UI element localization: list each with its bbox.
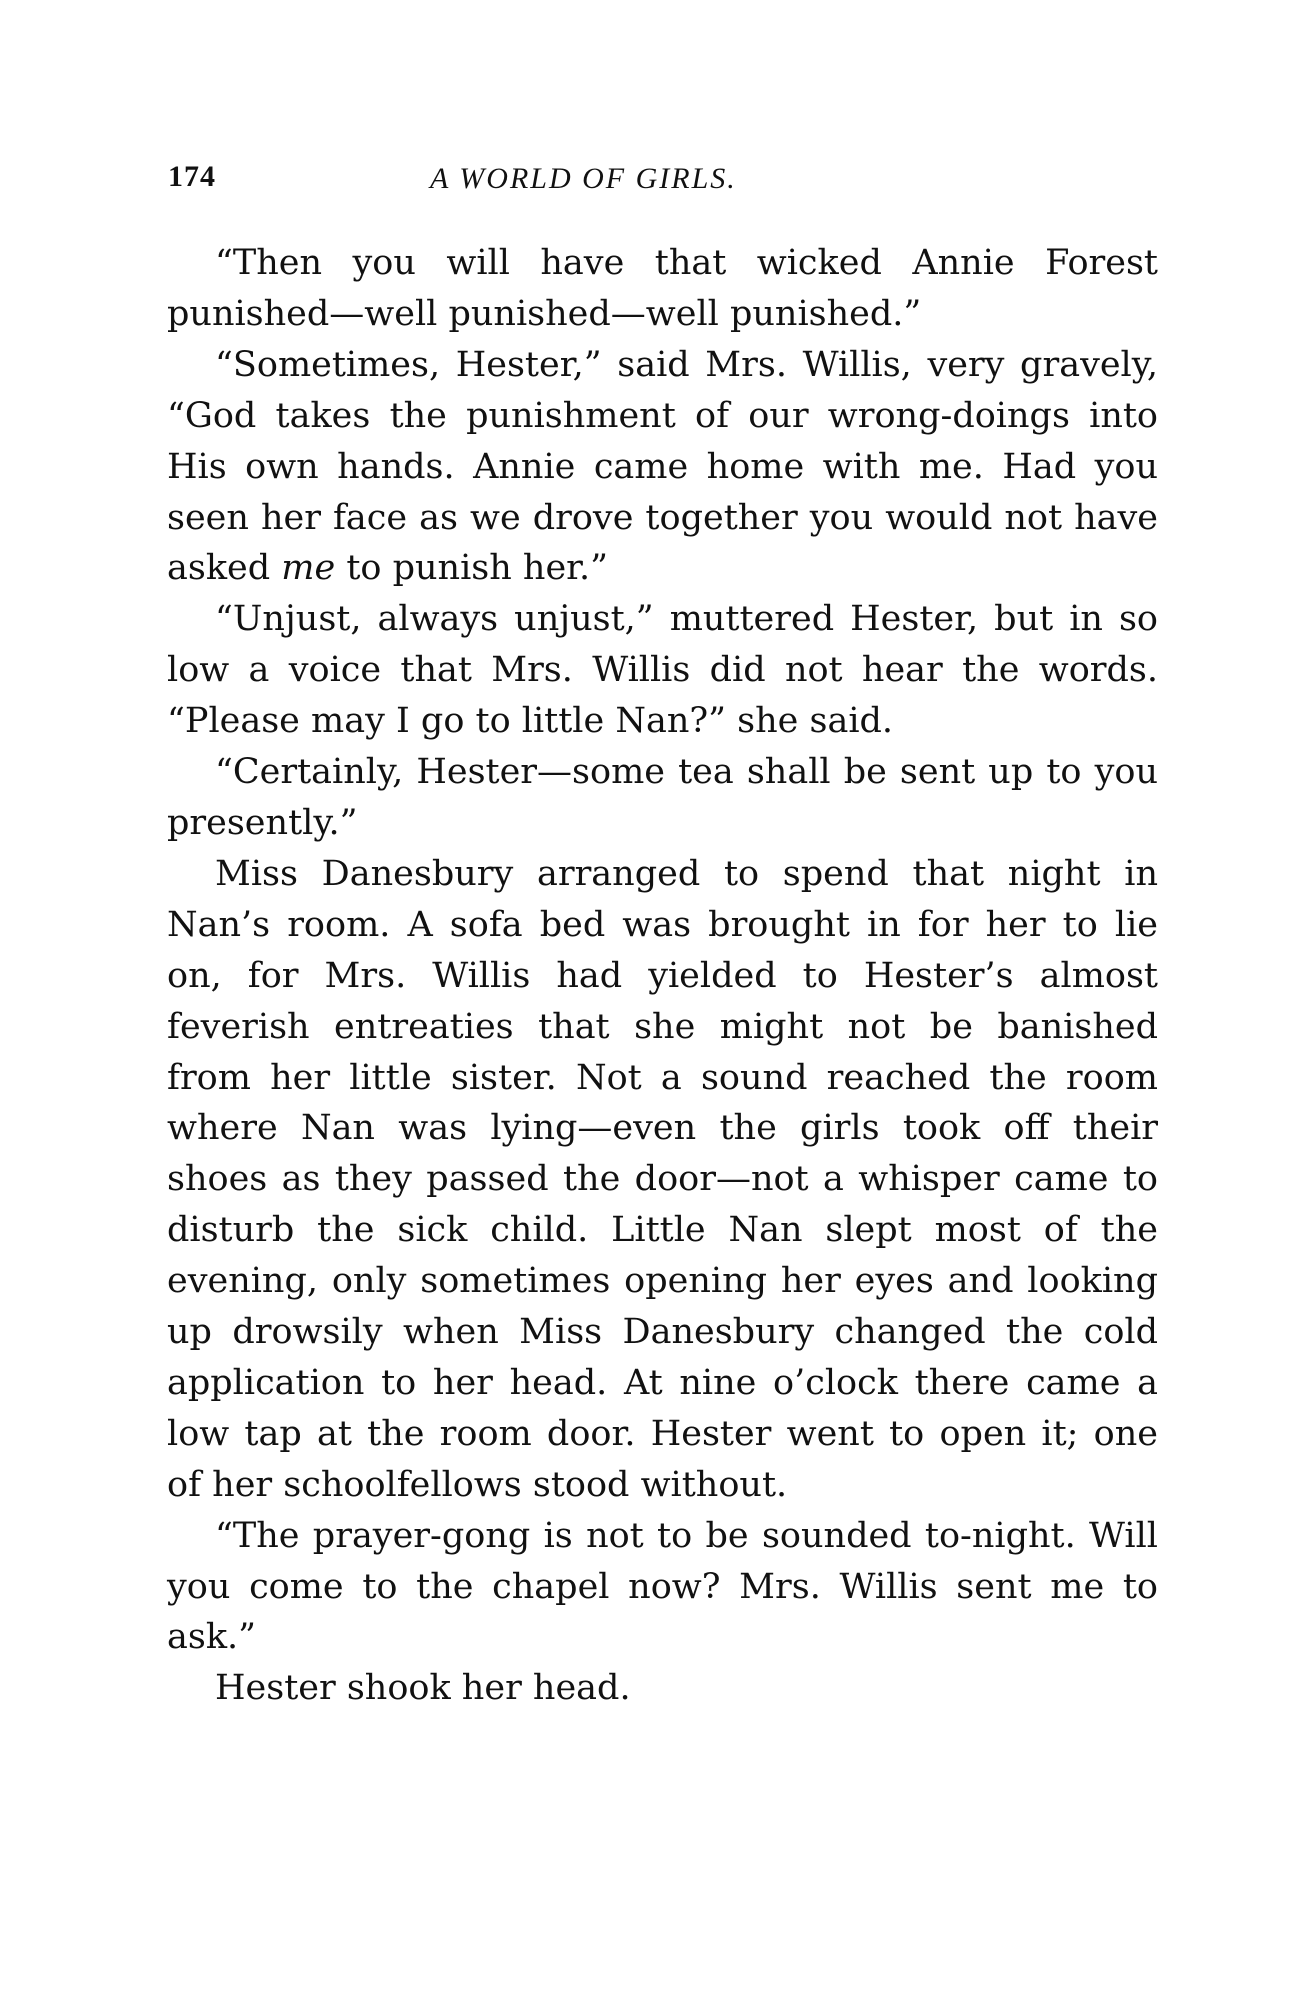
paragraph-1: “Then you will have that wicked Annie Forest punished—well punished—well punished.”: [167, 243, 1158, 334]
paragraph-2-emphasis: me: [281, 548, 336, 589]
paragraph-4: “Certainly, Hester—some tea shall be sent up to you presently.”: [167, 752, 1158, 843]
paragraph-2-text: “Sometimes, Hester,” said Mrs. Willis, very gravely, “God takes the punishment of our wrong-doings into His own hands. Annie came home with me. Had you seen her face as we drove together you would not have asked: [167, 344, 1158, 589]
paragraph-5: Miss Danesbury arranged to spend that night in Nan’s room. A sofa bed was brought in for her to lie on, for Mrs. Willis had yielded to Hester’s almost feverish entreaties that she might not be banished from her little sister. Not a sound reached the room where Nan was lying—even the girls took off their shoes as they passed the door—not a whisper came to disturb the sick child. Little Nan slept most of the evening, only sometimes opening her eyes and looking up drowsily when Miss Danesbury changed the cold application to her head. At nine o’clock there came a low tap at the room door. Hester went to open it; one of her schoolfellows stood without.: [167, 853, 1158, 1505]
paragraph-6: “The prayer-gong is not to be sounded to-night. Will you come to the chapel now? Mrs. Willis sent me to ask.”: [167, 1515, 1158, 1658]
page-header: [168, 160, 1158, 204]
body-text: [167, 238, 1158, 1714]
paragraph-3: “Unjust, always unjust,” muttered Hester, but in so low a voice that Mrs. Willis did not hear the words. “Please may I go to little Nan?” she said.: [167, 599, 1158, 742]
page-number: 174: [168, 160, 216, 193]
paragraph-2: [167, 340, 1158, 595]
paragraph-2-tail: to punish her.”: [335, 548, 609, 589]
running-title: A WORLD OF GIRLS.: [430, 162, 737, 195]
paragraph-7: Hester shook her head.: [215, 1668, 631, 1709]
